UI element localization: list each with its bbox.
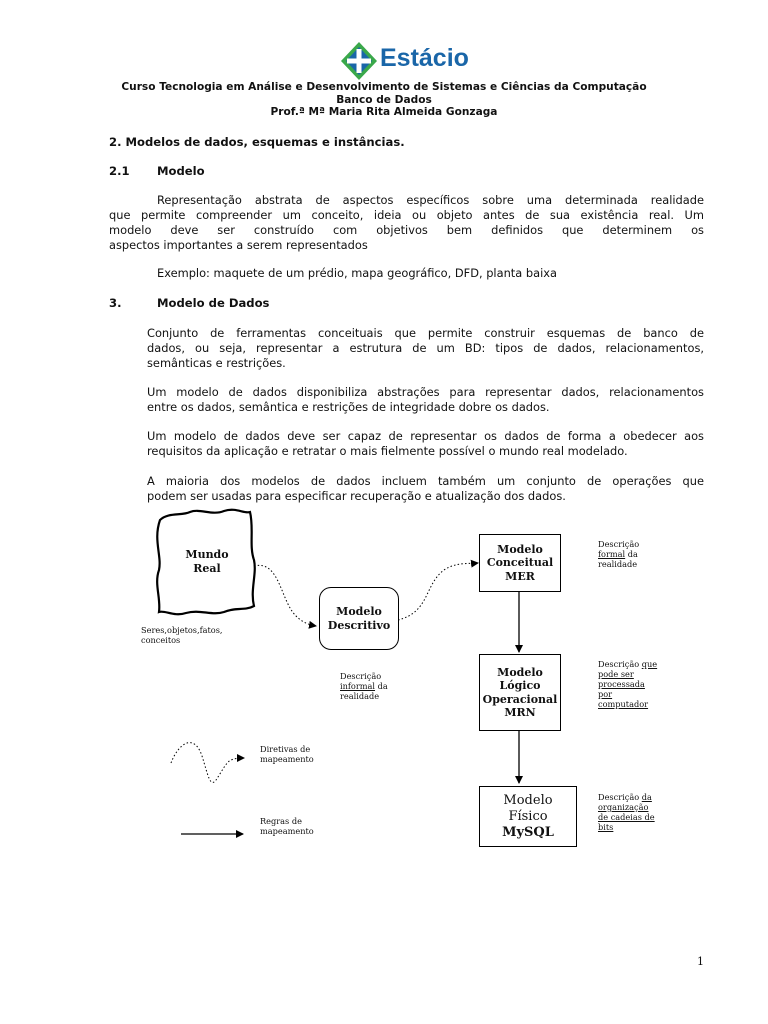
descritivo-line: Modelo (336, 605, 382, 618)
desc-organizacao-note (598, 792, 655, 832)
legend-diretivas-label (260, 744, 314, 764)
dotted-arrow-mundo-descritivo (254, 565, 316, 626)
logo-text: Estácio (380, 44, 469, 72)
fisico-line: Modelo (503, 792, 553, 808)
descritivo-line: Descritivo (327, 618, 391, 632)
note-text: da (627, 549, 638, 559)
logico-line: Operacional (482, 692, 558, 706)
para-line: Um modelo de dados disponibiliza abstrações para representar dados, relacionamentos (147, 385, 704, 399)
para-line: Conjunto de ferramentas conceituais que permite construir esquemas de banco de (147, 326, 704, 340)
section-2-1-number: 2.1 (109, 164, 130, 178)
note-text: Descrição (340, 671, 382, 681)
note-underlined: informal (340, 681, 376, 691)
note-underlined: formal (598, 549, 626, 559)
legend-regras-label (260, 816, 314, 836)
mundo-real-line: Real (193, 562, 221, 575)
note-underlined: que (641, 659, 658, 669)
section-2-title: 2. Modelos de dados, esquemas e instâncias. (109, 135, 405, 149)
logico-line: Lógico (499, 679, 541, 692)
conceitual-line: Modelo (497, 542, 543, 556)
note-text: Descrição (598, 792, 640, 802)
section-2-1-example: Exemplo: maquete de um prédio, mapa geográfico, DFD, planta baixa (157, 266, 557, 280)
para-line: Representação abstrata de aspectos específicos sobre uma determinada realidade (157, 193, 704, 207)
note-underlined: bits (598, 822, 614, 832)
modelo-logico-box (479, 654, 561, 731)
note-text: realidade (598, 559, 638, 569)
note-underlined: da (641, 792, 652, 802)
seres-line: conceitos (141, 635, 181, 645)
professor-name: Prof.ª Mª Maria Rita Almeida Gonzaga (270, 106, 498, 118)
page-number: 1 (697, 955, 704, 968)
conceitual-line: Conceitual (486, 556, 554, 570)
desc-formal-note (598, 539, 639, 569)
para-line: Um modelo de dados deve ser capaz de representar os dados de forma a obedecer aos (147, 429, 704, 443)
para-line: semânticas e restrições. (147, 356, 286, 370)
note-text: Descrição (598, 539, 640, 549)
desc-informal-note (340, 671, 388, 701)
note-underlined: processada (598, 679, 645, 689)
note-underlined: organização (598, 802, 649, 812)
section-3-title: Modelo de Dados (157, 296, 270, 310)
logico-line: MRN (504, 706, 536, 719)
note-text: realidade (340, 691, 380, 701)
fisico-line: MySQL (502, 824, 554, 840)
legend-line: Regras de (260, 816, 302, 826)
subject-title: Banco de Dados (336, 94, 432, 106)
para-line: aspectos importantes a serem representados (109, 238, 368, 252)
para-line: requisitos da aplicação e retratar o mais fielmente possível o mundo real modelado. (147, 444, 628, 458)
logico-line: Modelo (497, 665, 543, 679)
para-line: que permite compreender um conceito, ideia ou objeto antes de sua existência real. Um (109, 208, 704, 222)
para-line: dados, ou seja, representar a estrutura de um BD: tipos de dados, relacionamentos, (147, 341, 704, 355)
dotted-arrow-descritivo-conceitual (398, 563, 478, 620)
desc-processada-note (598, 659, 657, 709)
legend-line: Diretivas de (260, 744, 311, 754)
note-text: Descrição (598, 659, 640, 669)
note-underlined: pode ser (598, 669, 634, 679)
para-line: modelo deve ser construído com objetivos bem definidos que determinem os (109, 223, 704, 237)
note-underlined: computador (598, 699, 649, 709)
para-line: entre os dados, semântica e restrições de integridade dobre os dados. (147, 400, 550, 414)
fisico-line: Físico (508, 808, 548, 824)
note-underlined: de cadeias de (598, 812, 655, 822)
modelo-descritivo-box (319, 587, 399, 650)
seres-note (141, 625, 223, 645)
section-3-number: 3. (109, 296, 122, 310)
note-text: da (377, 681, 388, 691)
course-title: Curso Tecnologia em Análise e Desenvolvimento de Sistemas e Ciências da Computação (121, 81, 647, 93)
modelo-conceitual-box (479, 534, 561, 592)
conceitual-line: MER (505, 569, 535, 583)
mundo-real-label (160, 548, 254, 576)
legend-dotted-wave (171, 743, 244, 783)
legend-line: mapeamento (260, 754, 314, 764)
seres-line: Seres,objetos,fatos, (141, 625, 223, 635)
section-2-1-title: Modelo (157, 164, 205, 178)
note-underlined: por (598, 689, 613, 699)
mundo-real-line: Mundo (185, 548, 229, 561)
para-line: A maioria dos modelos de dados incluem também um conjunto de operações que (147, 474, 704, 488)
legend-line: mapeamento (260, 826, 314, 836)
modelo-fisico-box (479, 786, 577, 847)
para-line: podem ser usadas para especificar recuperação e atualização dos dados. (147, 489, 566, 503)
